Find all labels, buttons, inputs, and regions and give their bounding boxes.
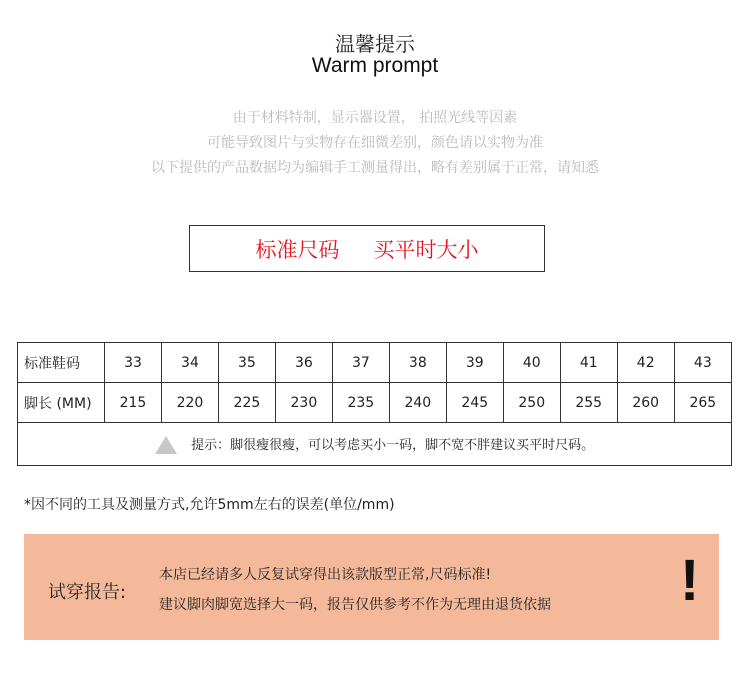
report-label: 试穿报告:: [48, 582, 127, 603]
size-cell: 43: [674, 343, 731, 383]
note-line: 以下提供的产品数据均为编辑手工测量得出，略有差别属于正常，请知悉: [151, 160, 599, 176]
table-row: [18, 383, 732, 423]
length-cell: 240: [389, 383, 446, 423]
row-header-size: 标准鞋码: [18, 343, 105, 383]
length-cell: 260: [617, 383, 674, 423]
table-row: [18, 423, 732, 466]
size-table: [17, 342, 732, 466]
row-header-length: 脚长 (MM): [18, 383, 105, 423]
length-cell: 220: [161, 383, 218, 423]
length-cell: 235: [332, 383, 389, 423]
size-cell: 40: [503, 343, 560, 383]
exclamation-mark: !: [680, 548, 700, 613]
measurement-note: *因不同的工具及测量方式,允许5mm左右的误差(单位/mm): [24, 497, 395, 513]
tip-text: 提示：脚很瘦很瘦，可以考虑买小一码，脚不宽不胖建议买平时尺码。: [191, 437, 595, 453]
size-cell: 33: [105, 343, 162, 383]
size-cell: 38: [389, 343, 446, 383]
report-panel: [24, 534, 719, 640]
size-cell: 36: [275, 343, 332, 383]
standard-size-box: [189, 225, 545, 272]
note-line: 可能导致图片与实物存在细微差别，颜色请以实物为准: [207, 135, 543, 151]
report-line: 本店已经请多人反复试穿得出该款版型正常,尺码标准!: [159, 567, 492, 583]
length-cell: 265: [674, 383, 731, 423]
note-line: 由于材料特制，显示器设置， 拍照光线等因素: [232, 110, 518, 126]
length-cell: 245: [446, 383, 503, 423]
table-row: [18, 343, 732, 383]
standard-size-label: 标准尺码: [255, 237, 340, 262]
size-cell: 35: [218, 343, 275, 383]
title-en: Warm prompt: [311, 54, 439, 77]
report-line: 建议脚肉脚宽选择大一码，报告仅供参考不作为无理由退货依据: [159, 597, 551, 613]
length-cell: 215: [105, 383, 162, 423]
buy-usual-size-label: 买平时大小: [373, 237, 479, 262]
length-cell: 225: [218, 383, 275, 423]
size-cell: 39: [446, 343, 503, 383]
length-cell: 250: [503, 383, 560, 423]
warning-triangle-icon: [155, 436, 177, 454]
length-cell: 230: [275, 383, 332, 423]
size-cell: 41: [560, 343, 617, 383]
size-cell: 37: [332, 343, 389, 383]
tip-cell: [18, 423, 732, 466]
size-cell: 34: [161, 343, 218, 383]
size-cell: 42: [617, 343, 674, 383]
title-cn: 温馨提示: [335, 32, 415, 56]
length-cell: 255: [560, 383, 617, 423]
notes-block: [0, 106, 750, 181]
